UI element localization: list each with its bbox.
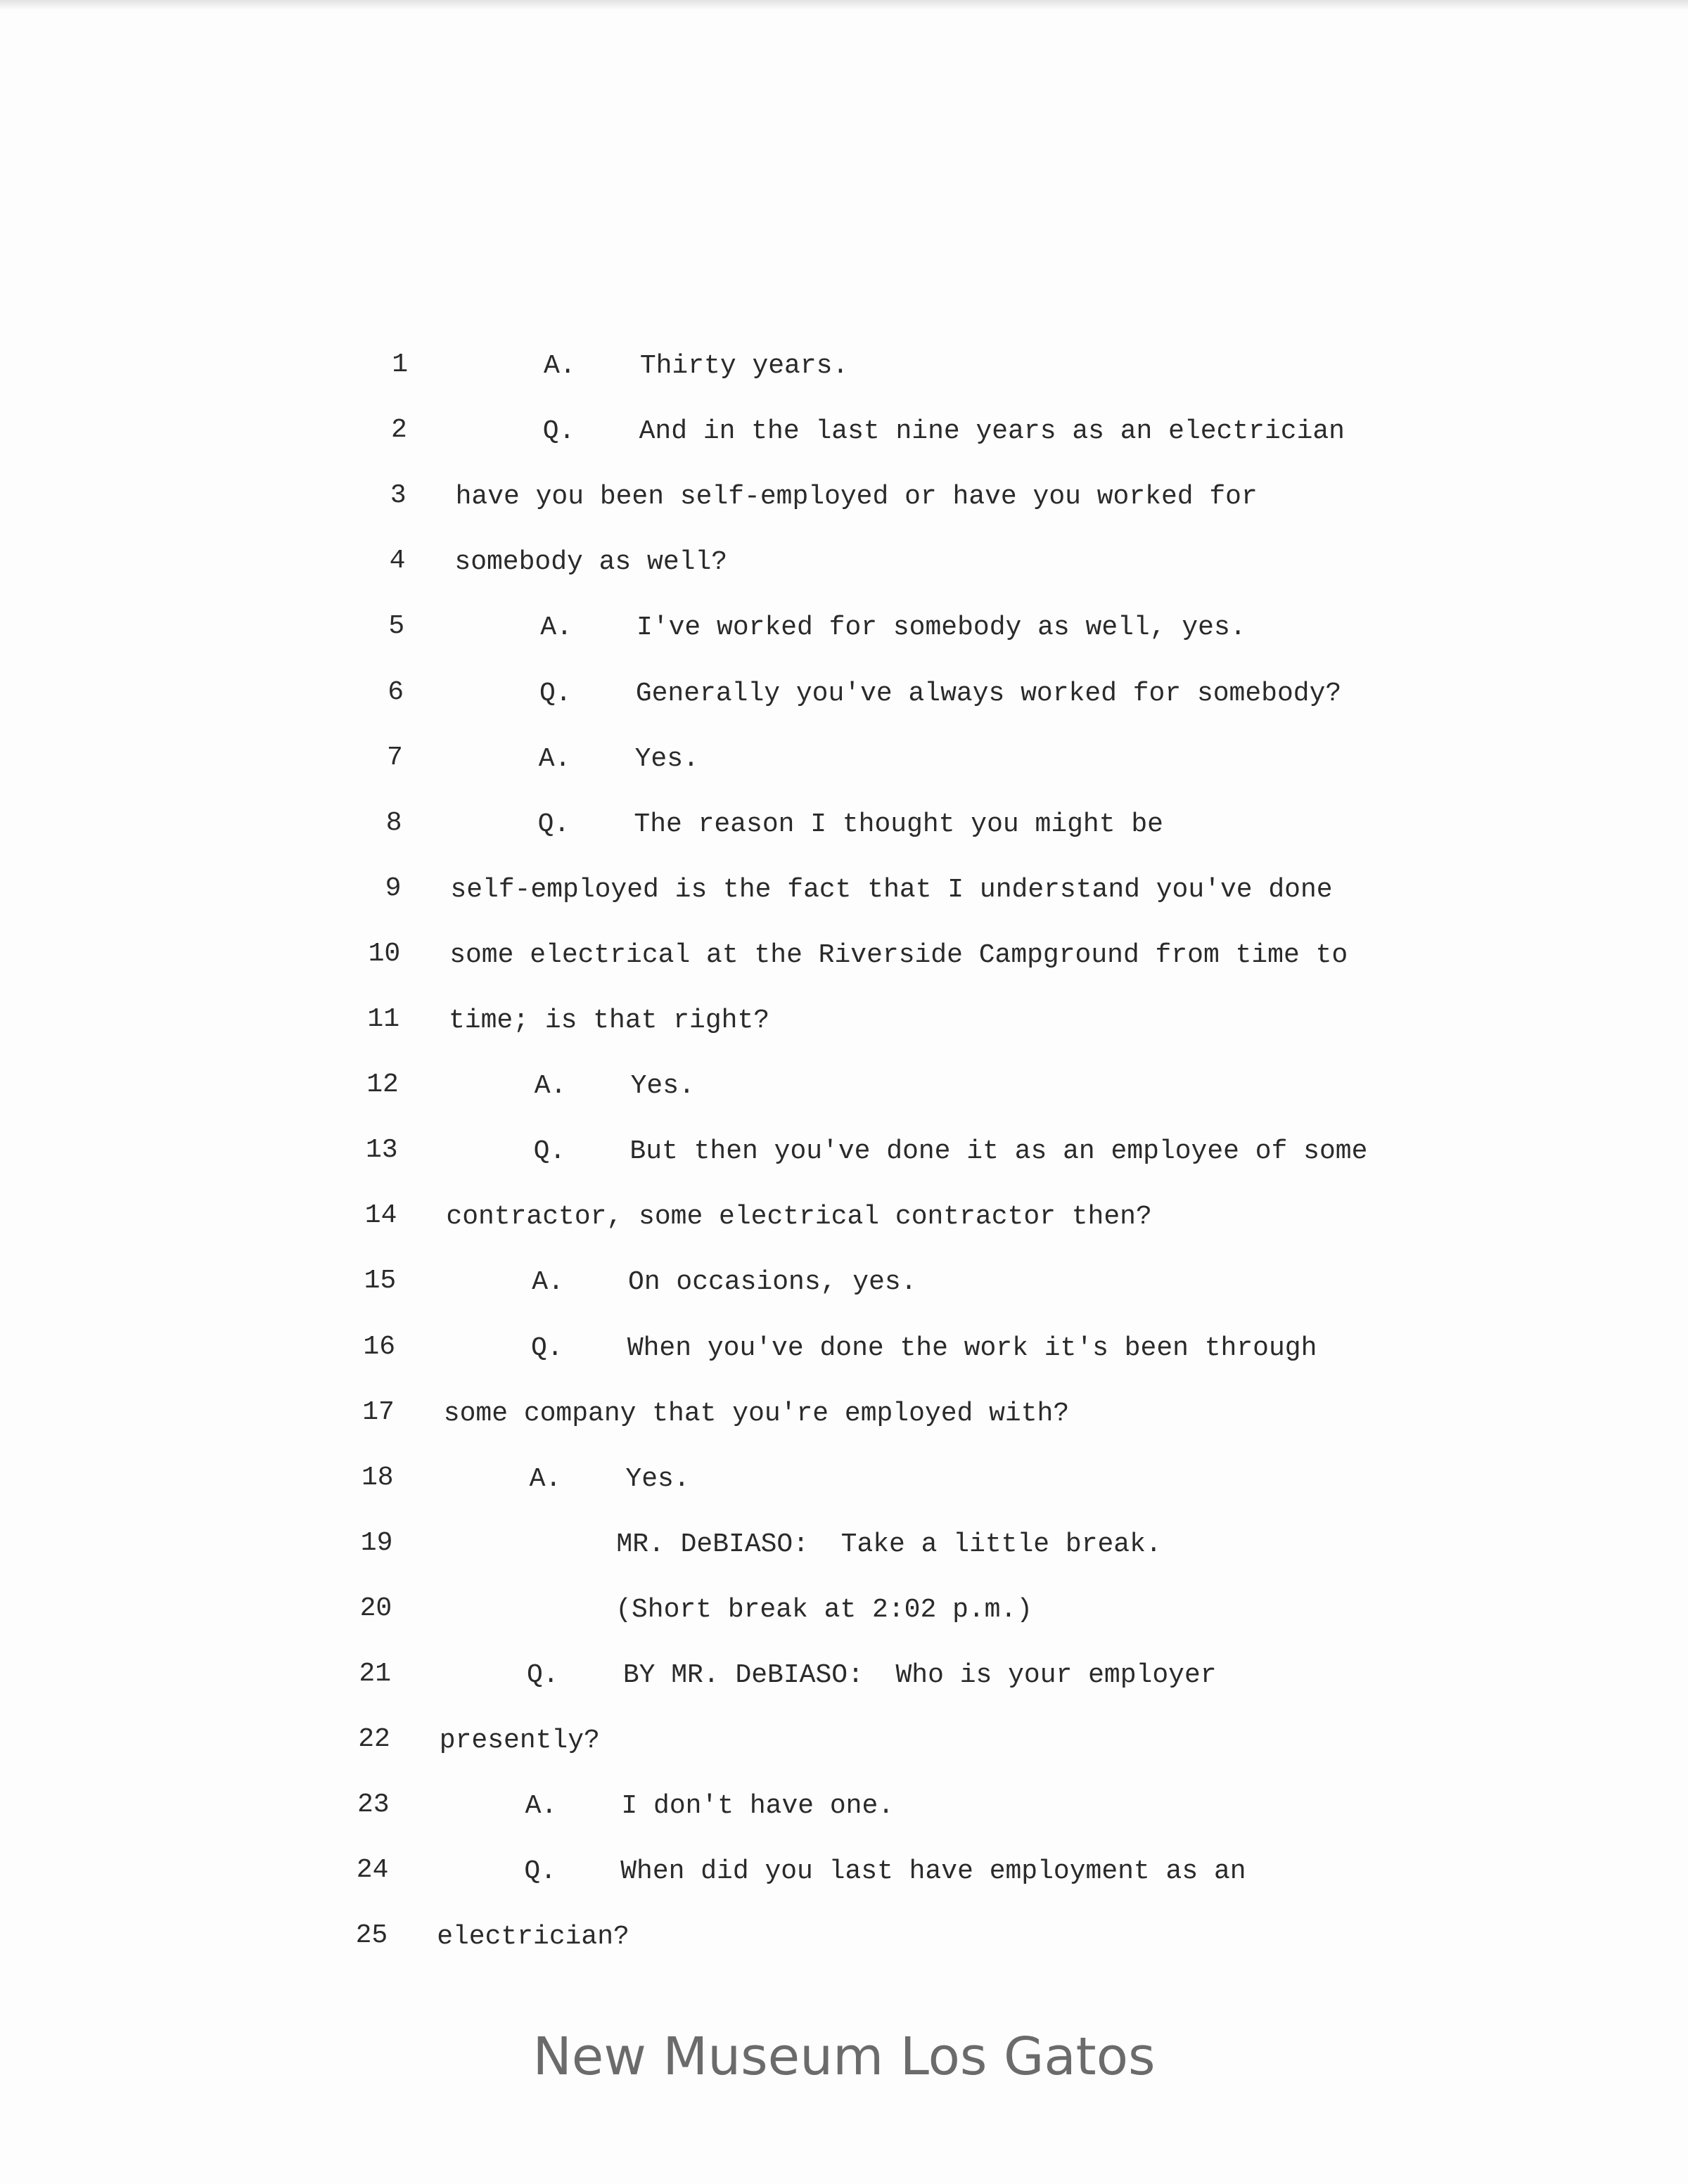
line-number: 25 (355, 1920, 388, 1951)
transcript-line: contractor, some electrical contractor then? (446, 1202, 1152, 1233)
transcript-line: A. Yes. (529, 1463, 690, 1494)
line-number: 17 (362, 1396, 395, 1427)
line-number: 19 (360, 1527, 393, 1558)
watermark: New Museum Los Gatos (532, 2026, 1156, 2087)
line-number: 3 (390, 480, 407, 511)
line-number: 14 (364, 1200, 397, 1231)
line-number: 21 (359, 1659, 391, 1689)
transcript-line: somebody as well? (454, 547, 728, 578)
transcript-line: Q. But then you've done it as an employee of some (533, 1136, 1368, 1167)
transcript-line: presently? (439, 1726, 600, 1756)
line-number: 13 (365, 1135, 398, 1166)
transcript-line: have you been self-employed or have you worked for (455, 482, 1258, 513)
line-number: 15 (364, 1266, 397, 1297)
line-number: 20 (359, 1593, 392, 1624)
transcript-line: time; is that right? (449, 1006, 770, 1036)
transcript-line: Q. The reason I thought you might be (537, 809, 1163, 840)
line-number: 1 (392, 349, 408, 380)
transcript-line: Q. BY MR. DeBIASO: Who is your employer (527, 1660, 1217, 1690)
transcript-line: A. Yes. (534, 1071, 695, 1102)
transcript-line: self-employed is the fact that I understand you've done (450, 874, 1333, 905)
line-number: 11 (367, 1004, 399, 1034)
transcript-line: (Short break at 2:02 p.m.) (615, 1594, 1033, 1625)
line-number: 9 (385, 873, 402, 904)
transcript-line: A. I don't have one. (525, 1791, 895, 1822)
transcript-line: some electrical at the Riverside Campground from time to (449, 939, 1348, 970)
transcript-line: Q. And in the last nine years as an electrician (542, 416, 1345, 447)
transcript-line: some company that you're employed with? (443, 1398, 1070, 1429)
transcript-line: A. Yes. (538, 743, 699, 774)
transcript-line: A. On occasions, yes. (532, 1267, 917, 1298)
line-number: 5 (388, 611, 405, 642)
transcript-line: A. Thirty years. (544, 351, 849, 381)
transcript-line: Q. Generally you've always worked for somebody? (539, 678, 1342, 709)
transcript-line: MR. DeBIASO: Take a little break. (616, 1529, 1162, 1560)
line-number: 23 (357, 1790, 390, 1820)
line-number: 4 (389, 546, 406, 577)
line-number: 8 (385, 807, 402, 838)
line-number: 24 (356, 1855, 389, 1886)
transcript-line: A. I've worked for somebody as well, yes. (540, 612, 1246, 643)
transcript-line: electrician? (437, 1922, 629, 1953)
line-number: 16 (363, 1331, 395, 1362)
line-number: 7 (386, 742, 403, 773)
line-number: 6 (388, 676, 404, 707)
line-number: 22 (358, 1724, 390, 1755)
line-number: 18 (361, 1462, 394, 1493)
transcript-line: Q. When did you last have employment as an (524, 1856, 1246, 1887)
line-number: 12 (366, 1069, 399, 1100)
transcript-line: Q. When you've done the work it's been through (531, 1332, 1317, 1363)
line-number: 2 (390, 415, 407, 446)
line-number: 10 (368, 938, 401, 969)
